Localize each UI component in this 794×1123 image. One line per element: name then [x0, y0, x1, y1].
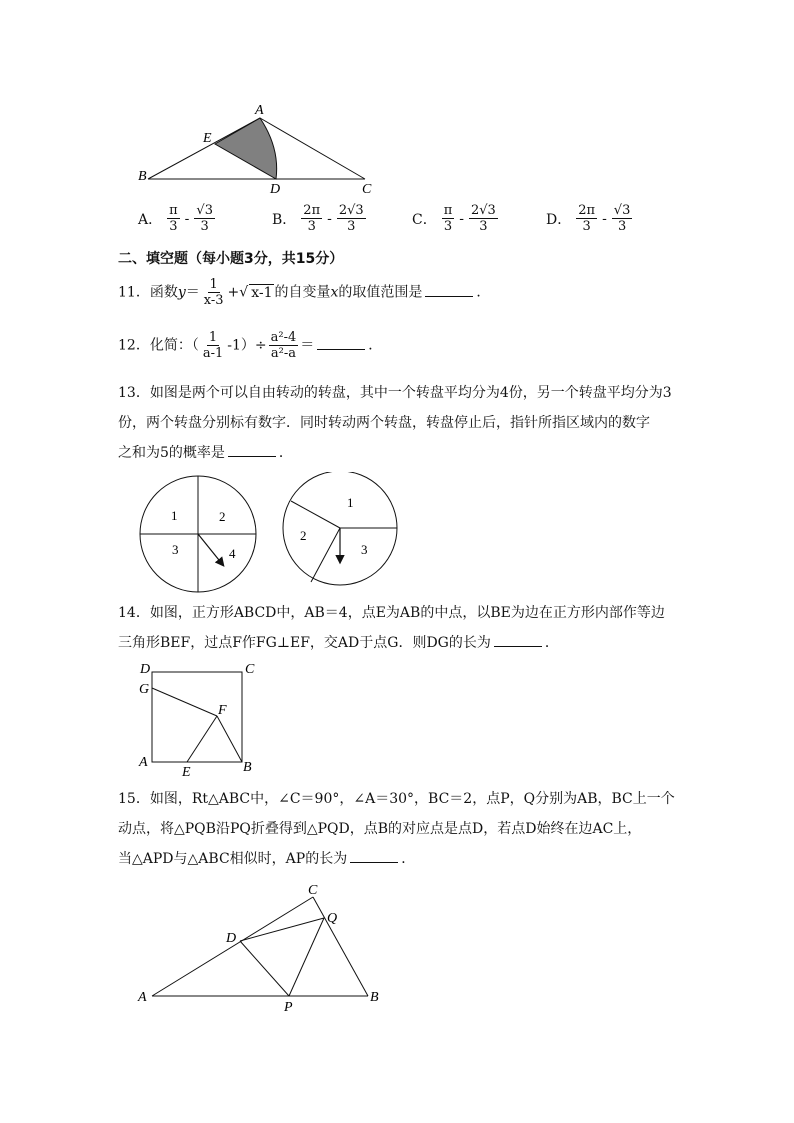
label-E: E — [203, 131, 212, 146]
wheel2-num-1: 1 — [347, 495, 354, 510]
label-B: B — [243, 760, 252, 775]
label-G: G — [139, 682, 150, 697]
answer-blank-14[interactable] — [494, 632, 542, 647]
label-C: C — [308, 883, 318, 898]
wheel1-num-1: 1 — [171, 508, 178, 523]
label-P: P — [284, 1000, 293, 1015]
wheel1-num-3: 3 — [172, 542, 179, 557]
shaded-region — [215, 118, 277, 179]
question-15: 15．如图，Rt△ABC中，∠C＝90°，∠A＝30°，BC＝2，点P，Q分别为AB，BC上一个 动点，将△PQB沿PQ折叠得到△PQD，点B的对应点是点D，若点D始终在边AC上， 当△APD与△ABC相似时，AP的长为 ． — [118, 791, 675, 867]
answer-blank-11[interactable] — [425, 282, 473, 297]
label-C: C — [245, 662, 255, 677]
label-D: D — [140, 662, 151, 677]
answer-blank-12[interactable] — [317, 335, 365, 350]
square-figure — [135, 660, 265, 780]
triangle-figure — [130, 880, 390, 1015]
spinner-wheels — [135, 472, 405, 594]
question-11: 11．函数y＝ $\frac{1}{x-3}$ +√ x-1 的自变量x的取值范围是 ． — [118, 277, 491, 308]
section-heading: 二、填空题（每小题3分，共15分） — [118, 251, 344, 267]
label-E: E — [182, 765, 191, 780]
label-Q: Q — [327, 911, 338, 926]
question-14: 14．如图，正方形ABCD中，AB＝4，点E为AB的中点，以BE为边在正方形内部作等边 三角形BEF，过点F作FG⊥EF，交AD于点G．则DG的长为 ． — [118, 605, 665, 651]
answer-blank-13[interactable] — [228, 442, 276, 457]
label-D: D — [270, 182, 281, 197]
label-A: A — [139, 755, 148, 770]
option-d[interactable]: D． $\frac{2\pi}{3}$ - $\frac{√3}{3}$ — [546, 203, 631, 234]
wheel-three — [283, 472, 397, 585]
option-c[interactable]: C． $\frac{\pi}{3}$ - $\frac{2√3}{3}$ — [412, 203, 496, 234]
option-b[interactable]: B． $\frac{2\pi}{3}$ - $\frac{2√3}{3}$ — [272, 203, 364, 234]
label-A: A — [255, 103, 264, 118]
option-a[interactable]: A． $\frac{\pi}{3}$ - $\frac{√3}{3}$ — [138, 203, 213, 234]
question-13: 13．如图是两个可以自由转动的转盘，其中一个转盘平均分为4份，另一个转盘平均分为3 份，两个转盘分别标有数字．同时转动两个转盘，转盘停止后，指针所指区域内的数字 之和为5的概率是 ． — [118, 385, 672, 461]
answer-blank-15[interactable] — [350, 848, 398, 863]
label-B: B — [138, 169, 147, 184]
wheel-four — [140, 476, 256, 592]
question-12: 12．化简：（ $\frac{1}{a-1}$ -1）÷ $\frac{\text{a²-4}}{\text{a²-a}}$ ＝ ． — [118, 330, 383, 361]
sector-figure — [130, 98, 390, 198]
label-C: C — [362, 182, 372, 197]
wheel2-num-3: 3 — [361, 542, 368, 557]
wheel1-num-4: 4 — [229, 546, 236, 561]
label-B: B — [370, 990, 379, 1005]
label-F: F — [218, 703, 227, 718]
label-D: D — [226, 931, 237, 946]
wheel2-num-2: 2 — [300, 528, 307, 543]
wheel1-num-2: 2 — [219, 509, 226, 524]
label-A: A — [138, 990, 147, 1005]
